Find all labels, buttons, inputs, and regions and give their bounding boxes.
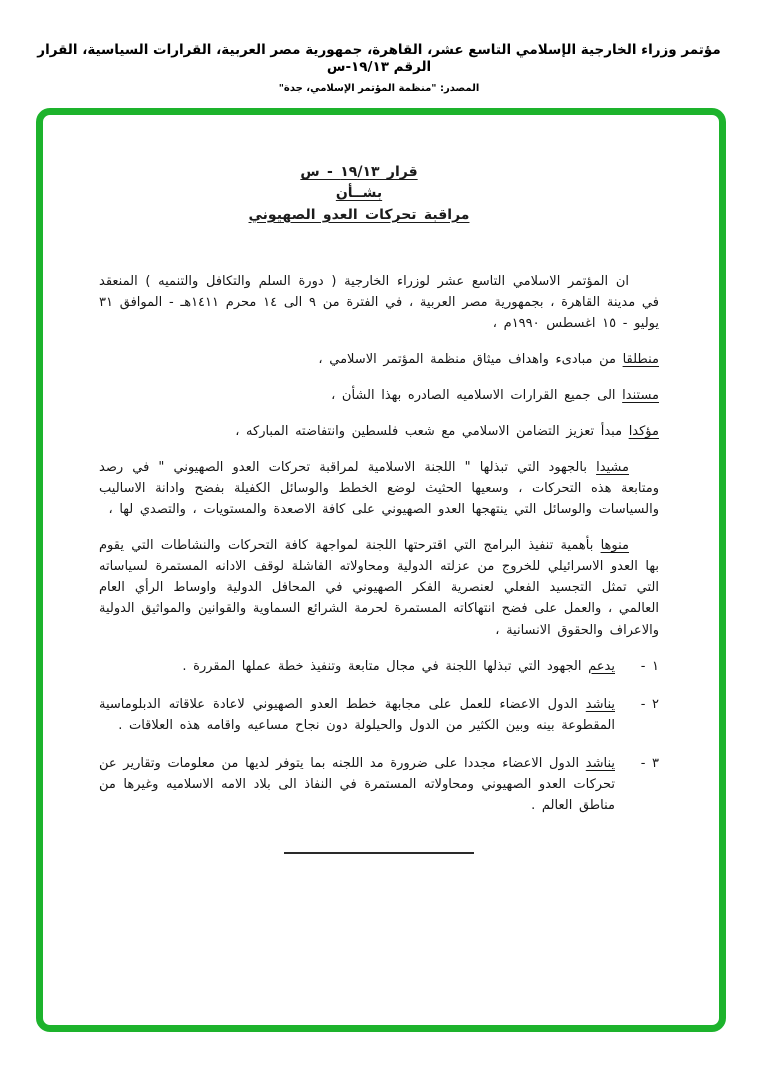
paragraph-text: بالجهود التي تبذلها " اللجنة الاسلامية لمراقبة تحركات العدو الصهيوني " في رصد ومتابعة هذه التحركات ، وسعيها الحثيث لوضع الخطط والوسائل الكفيلة بفضح وادانة الاساليب والسياسات والوسائل التي ينتهجها العدو الصهيوني على كافة الاصعدة والمستويات ، والتصدي لها ، (99, 460, 659, 518)
resolution-number: قرار ١٩/١٣ - س (300, 164, 418, 180)
paragraph-lead: مستندا (622, 388, 659, 404)
preamble-paragraph (99, 457, 659, 520)
item-text (99, 753, 615, 816)
item-lead: يدعم (588, 658, 615, 674)
resolution-title-block (99, 162, 619, 225)
item-body: الدول الاعضاء مجددا على ضرورة مد اللجنه بما يتوفر لديها من معلومات وتقارير عن تحركات العدو الصهيوني ومحاولاته المستمرة في النفاذ الى بلاد الامه الاسلاميه وغيرها من مناطق العالم . (99, 755, 615, 813)
list-item (99, 656, 659, 677)
conference-title: مؤتمر وزراء الخارجية الإسلامي التاسع عشر، القاهرة، جمهورية مصر العربية، القرارات السياسية، القرار الرقم ١٩/١٣-س (37, 42, 721, 75)
page-header (0, 0, 758, 94)
paragraph-text: مبدأ تعزيز التضامن الاسلامي مع شعب فلسطين وانتفاضته المباركه ، (235, 424, 629, 440)
item-body: الدول الاعضاء للعمل على مجابهة خطط العدو الصهيوني لاعادة علاقاته الدبلوماسية المقطوعة بينه وبين الكثير من الدول والحيلولة دون نجاح مساعيه واقامه هذه العلاقات . (99, 696, 615, 733)
item-lead: يناشد (585, 696, 615, 712)
document-body (43, 115, 719, 854)
operative-items (99, 656, 659, 816)
list-item (99, 694, 659, 736)
paragraph-text: من مبادىء واهداف ميثاق منظمة المؤتمر الاسلامي ، (318, 352, 623, 368)
item-number: ٢ - (640, 696, 659, 712)
list-item (99, 753, 659, 816)
paragraph-lead: مشيدا (596, 460, 629, 476)
resolution-regarding: بشــأن (335, 185, 383, 202)
paragraph-lead: منوها (600, 538, 629, 554)
resolution-subject: مراقبة تحركات العدو الصهيوني (248, 206, 470, 223)
paragraph-lead: منطلقا (622, 352, 659, 368)
source-line: المصدر: "منظمة المؤتمر الإسلامي، جدة" (278, 82, 480, 94)
item-text (99, 694, 615, 736)
paragraph-text: ان المؤتمر الاسلامي التاسع عشر لوزراء الخارجية ( دورة السلم والتكافل والتنميه ) المنعقد في مدينة القاهرة ، بجمهورية مصر العربية ، في الفترة من ٩ الى ١٤ محرم ١٤١١هـ - الموافق ٣١ يوليو - ١٥ اغسطس ١٩٩٠م ، (99, 273, 659, 331)
preamble-paragraph (99, 385, 659, 406)
item-text (99, 656, 615, 677)
item-number: ٣ - (640, 755, 659, 771)
preamble-paragraph (99, 535, 659, 640)
item-lead: يناشد (585, 755, 615, 771)
item-body: الجهود التي تبذلها اللجنة في مجال متابعة وتنفيذ خطة عملها المقررة . (182, 658, 589, 674)
paragraph-text: بأهمية تنفيذ البرامج التي اقترحتها اللجنة لمواجهة كافة التحركات والنشاطات التي يقوم بها العدو الاسرائيلي للخروج من عزلته الدولية ومحاولاته الفاشلة لوقف الادانه المستمرة لسياساته التي تمثل التجسيد الفعلي لعنصرية الفكر الصهيوني في المحافل الدولية واوساط الرأي العام العالمي ، والعمل على فضح انتهاكاته المستمرة لحرمة الشرائع السماوية والقوانين والمواثيق الدولية والاعراف والحقوق الانسانية ، (99, 538, 659, 638)
preamble-paragraph (99, 271, 659, 334)
preamble-paragraph (99, 349, 659, 370)
preamble-paragraph (99, 421, 659, 442)
paragraph-text: الى جميع القرارات الاسلاميه الصادره بهذا الشأن ، (331, 388, 623, 404)
bottom-divider (284, 852, 474, 854)
paragraph-lead: مؤكدا (628, 424, 659, 440)
document-frame (36, 108, 726, 1032)
item-number: ١ - (640, 658, 659, 674)
